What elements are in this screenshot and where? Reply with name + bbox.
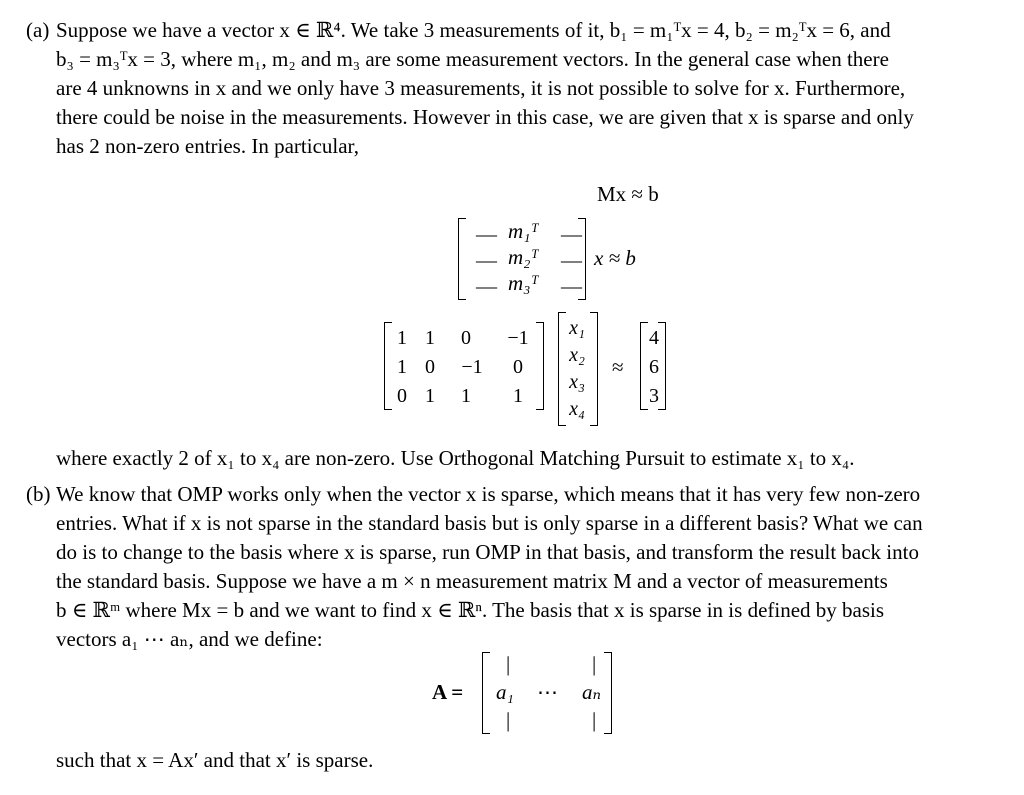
row-dash: — bbox=[561, 222, 582, 246]
part-b-line-4: the standard basis. Suppose we have a m × n measurement matrix M and a vector of measurements bbox=[56, 569, 888, 593]
part-a-line-4: there could be noise in the measurements. However in this case, we are given that x is sparse and only bbox=[56, 105, 914, 129]
b-vector-cell: 4 bbox=[649, 327, 659, 349]
matrix-cell: 0 bbox=[425, 356, 435, 378]
matrix-cell: 1 bbox=[425, 327, 435, 349]
part-a-closing: where exactly 2 of x₁ to x₄ are non-zero. Use Orthogonal Matching Pursuit to estimate x₁ to x₄. bbox=[56, 446, 855, 470]
column-bar: | bbox=[506, 708, 511, 732]
b-vector-cell: 3 bbox=[649, 385, 659, 407]
part-b-line-1: We know that OMP works only when the vector x is sparse, which means that it has very few non-zero bbox=[56, 482, 921, 506]
x-vector-cell: x₁ bbox=[569, 317, 585, 339]
row-dash: — bbox=[476, 274, 497, 298]
basis-col-a1: a₁ bbox=[496, 680, 514, 704]
row-dash: — bbox=[476, 222, 497, 246]
part-b-line-2: entries. What if x is not sparse in the standard basis but is only sparse in a different basis? What we can bbox=[56, 511, 923, 535]
b-vector-cell: 6 bbox=[649, 356, 659, 378]
right-bracket bbox=[578, 218, 586, 300]
row-m1: m₁ᵀ bbox=[508, 219, 539, 243]
part-b-closing: such that x = Ax′ and that x′ is sparse. bbox=[56, 748, 374, 772]
part-a-line-3: are 4 unknowns in x and we only have 3 measurements, it is not possible to solve for x. Furthermore, bbox=[56, 76, 906, 100]
matrix-cell: 1 bbox=[397, 356, 407, 378]
x-vector-cell: x₂ bbox=[569, 344, 585, 366]
matrix-cell: 1 bbox=[397, 327, 407, 349]
row-dash: — bbox=[476, 248, 497, 272]
part-b-line-6: vectors a₁ ⋯ aₙ, and we define: bbox=[56, 627, 323, 651]
x-vector-cell: x₃ bbox=[569, 371, 585, 393]
part-b-line-3: do is to change to the basis where x is sparse, run OMP in that basis, and transform the result back into bbox=[56, 540, 919, 564]
part-a-line-1: Suppose we have a vector x ∈ ℝ⁴. We take 3 measurements of it, b₁ = m₁ᵀx = 4, b₂ = m₂ᵀx = 6, and bbox=[56, 18, 891, 42]
matrix-cell: 1 bbox=[513, 385, 523, 407]
row-matrix-rhs: x ≈ b bbox=[594, 246, 636, 270]
part-b-label: (b) bbox=[26, 482, 51, 506]
matrix-cell: 0 bbox=[513, 356, 523, 378]
basis-right-bracket bbox=[604, 652, 612, 734]
row-m2: m₂ᵀ bbox=[508, 245, 539, 269]
row-m3: m₃ᵀ bbox=[508, 271, 539, 295]
part-a-label: (a) bbox=[26, 18, 50, 42]
row-dash: — bbox=[561, 248, 582, 272]
column-bar: | bbox=[506, 652, 511, 676]
x-vector-cell: x₄ bbox=[569, 398, 585, 420]
basis-col-an: aₙ bbox=[582, 680, 602, 704]
left-bracket bbox=[458, 218, 466, 300]
part-a-line-5: has 2 non-zero entries. In particular, bbox=[56, 134, 359, 158]
b-vector-right-bracket bbox=[658, 322, 666, 410]
matrix-cell: 0 bbox=[397, 385, 407, 407]
column-bar: | bbox=[592, 652, 597, 676]
part-b-line-5: b ∈ ℝᵐ where Mx = b and we want to find x ∈ ℝⁿ. The basis that x is sparse in is defined by basis bbox=[56, 598, 885, 622]
part-a-line-2: b₃ = m₃ᵀx = 3, where m₁, m₂ and m₃ are some measurement vectors. In the general case when there bbox=[56, 47, 889, 71]
matrix-cell: 1 bbox=[461, 385, 471, 407]
matrix-cell: −1 bbox=[461, 356, 483, 378]
matrix-cell: 0 bbox=[461, 327, 471, 349]
basis-matrix-lhs: A = bbox=[432, 680, 464, 704]
matrix-cell: −1 bbox=[507, 327, 529, 349]
basis-left-bracket bbox=[482, 652, 490, 734]
basis-ellipsis: ⋯ bbox=[537, 680, 558, 704]
matrix-right-bracket bbox=[536, 322, 544, 410]
x-vector-right-bracket bbox=[590, 312, 598, 426]
matrix-cell: 1 bbox=[425, 385, 435, 407]
equation-mx-approx-b: Mx ≈ b bbox=[597, 182, 659, 206]
approx-sign: ≈ bbox=[612, 355, 624, 379]
column-bar: | bbox=[592, 708, 597, 732]
row-dash: — bbox=[561, 274, 582, 298]
